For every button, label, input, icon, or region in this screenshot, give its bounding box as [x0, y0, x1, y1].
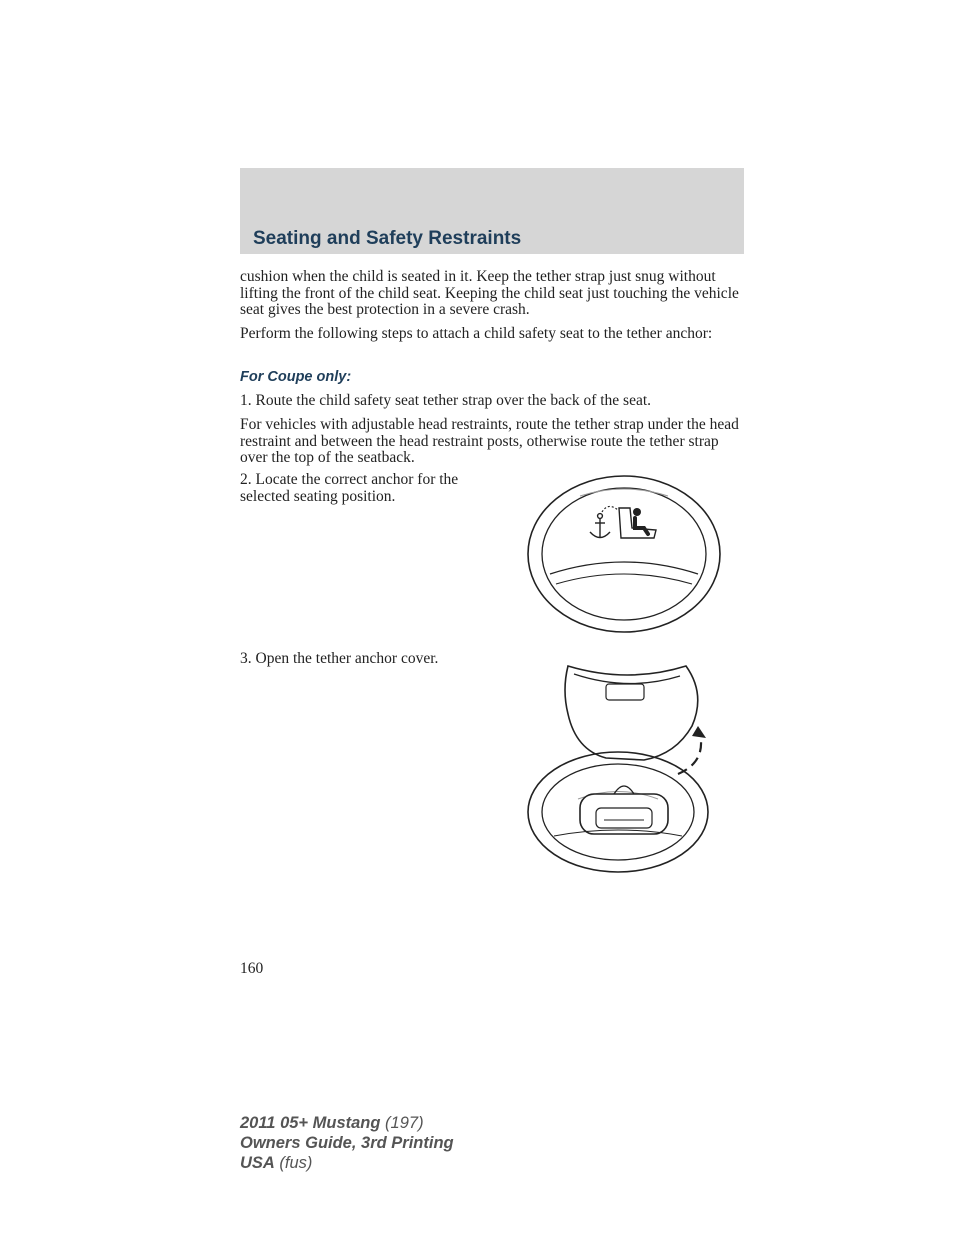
paragraph-tether-snug: cushion when the child is seated in it. Keep the tether strap just snug without lifting the front of the child seat. Keeping the child seat just touching the vehicle seat gives the best protection in a severe crash.: [240, 268, 739, 319]
paragraph-head-restraints: For vehicles with adjustable head restraints, route the tether strap under the head restraint and between the head restraint posts, otherwise route the tether strap over the top of the seatback.: [240, 416, 739, 467]
step-1-text: 1. Route the child safety seat tether strap over the back of the seat.: [240, 392, 652, 409]
section-header-band: [240, 168, 744, 254]
footer-publication-info: [240, 1113, 454, 1173]
footer-line-2: Owners Guide, 3rd Printing: [240, 1134, 454, 1152]
paragraph-perform-steps: Perform the following steps to attach a child safety seat to the tether anchor:: [240, 325, 713, 342]
subheading-coupe-only: For Coupe only:: [240, 369, 352, 385]
page-number: 160: [240, 960, 264, 977]
step-3-text: 3. Open the tether anchor cover.: [240, 650, 439, 667]
footer-line-3: USA (fus): [240, 1154, 313, 1172]
section-title: Seating and Safety Restraints: [253, 228, 522, 249]
step-2-text: 2. Locate the correct anchor for the selected seating position.: [240, 471, 459, 505]
open-tether-anchor-cover-icon: [520, 654, 720, 876]
tether-anchor-child-seat-icon: [520, 472, 730, 638]
footer-line-1: 2011 05+ Mustang (197): [240, 1114, 424, 1132]
